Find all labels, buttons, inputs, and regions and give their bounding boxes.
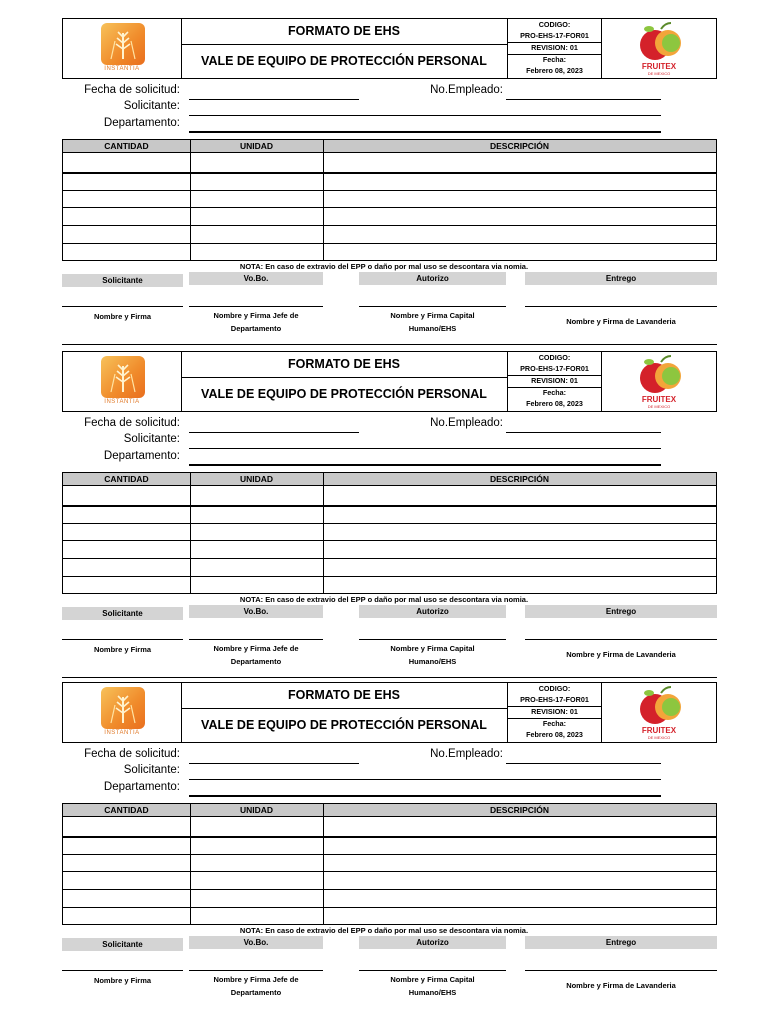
- table-row[interactable]: [63, 540, 716, 541]
- solicitante-label: Solicitante:: [123, 764, 180, 776]
- header-titles: [181, 19, 507, 78]
- table-row[interactable]: [63, 836, 716, 838]
- caption-vobo-line2: Departamento: [230, 988, 282, 997]
- table-row[interactable]: [63, 172, 716, 174]
- caption-vobo-line1: Nombre y Firma Jefe de: [213, 975, 299, 984]
- revision-value: REVISION: 01: [508, 707, 601, 719]
- solicitante-label: Solicitante:: [123, 433, 180, 445]
- form-header: [62, 351, 717, 412]
- fecha-solicitud-line[interactable]: [189, 432, 359, 433]
- revision-value: REVISION: 01: [508, 376, 601, 388]
- caption-solicitante: Nombre y Firma: [93, 645, 152, 654]
- codigo-value: PRO-EHS-17-FOR01: [508, 695, 601, 707]
- fruitex-brand-text: FRUITEX: [641, 726, 677, 735]
- nota-text: NOTA: En caso de extravio del EPP o daño por mal uso se descontara via nomia.: [239, 595, 529, 604]
- codigo-label: CODIGO:: [538, 353, 571, 362]
- table-row[interactable]: [63, 576, 716, 577]
- instantia-logo: [63, 683, 182, 742]
- signature-box-entrego: Entrego: [525, 272, 717, 285]
- fruitex-logo: [601, 352, 717, 411]
- fecha-solicitud-label: Fecha de solicitud:: [84, 84, 180, 96]
- signature-line-entrego[interactable]: [525, 639, 717, 640]
- departamento-line[interactable]: [189, 464, 661, 466]
- fecha-value: Febrero 08, 2023: [526, 730, 583, 739]
- caption-entrego: Nombre y Firma de Lavanderia: [566, 650, 676, 659]
- signature-box-vobo: Vo.Bo.: [189, 936, 323, 949]
- instantia-brand-text: INSTANTIA: [104, 66, 140, 72]
- header-titles: [181, 683, 507, 742]
- caption-autorizo-line1: Nombre y Firma Capital: [390, 975, 475, 984]
- no-empleado-label: No.Empleado:: [430, 748, 503, 760]
- epp-items-table: [62, 472, 717, 594]
- signature-line-entrego[interactable]: [525, 970, 717, 971]
- fruitex-logo: [601, 19, 717, 78]
- no-empleado-label: No.Empleado:: [430, 417, 503, 429]
- table-row[interactable]: [63, 854, 716, 855]
- solicitante-line[interactable]: [189, 448, 661, 449]
- fecha-solicitud-line[interactable]: [189, 99, 359, 100]
- signature-line-autorizo[interactable]: [359, 639, 506, 640]
- caption-autorizo-line1: Nombre y Firma Capital: [390, 644, 475, 653]
- nota-text: NOTA: En caso de extravio del EPP o daño por mal uso se descontara via nomia.: [239, 926, 529, 935]
- col-header-descripcion: DESCRIPCIÓN: [323, 473, 716, 486]
- signature-line-vobo[interactable]: [189, 306, 323, 307]
- solicitante-line[interactable]: [189, 779, 661, 780]
- instantia-logo: [63, 352, 182, 411]
- epp-items-table: [62, 803, 717, 925]
- codigo-value: PRO-EHS-17-FOR01: [508, 364, 601, 376]
- solicitante-label: Solicitante:: [123, 100, 180, 112]
- signature-box-autorizo: Autorizo: [359, 605, 506, 618]
- fecha-value: Febrero 08, 2023: [526, 66, 583, 75]
- caption-vobo-line2: Departamento: [230, 324, 282, 333]
- signature-line-solicitante[interactable]: [62, 306, 183, 307]
- table-row[interactable]: [63, 243, 716, 244]
- signature-line-entrego[interactable]: [525, 306, 717, 307]
- form-subtitle: VALE DE EQUIPO DE PROTECCIÓN PERSONAL: [201, 718, 487, 732]
- signature-box-entrego: Entrego: [525, 936, 717, 949]
- fecha-solicitud-line[interactable]: [189, 763, 359, 764]
- epp-items-table: [62, 139, 717, 261]
- fecha-label: Fecha:: [542, 55, 567, 64]
- codigo-value: PRO-EHS-17-FOR01: [508, 31, 601, 43]
- caption-entrego: Nombre y Firma de Lavanderia: [566, 981, 676, 990]
- caption-autorizo-line2: Humano/EHS: [408, 657, 457, 666]
- instantia-logo: [63, 19, 182, 78]
- col-header-cantidad: CANTIDAD: [63, 473, 190, 486]
- caption-autorizo-line1: Nombre y Firma Capital: [390, 311, 475, 320]
- signature-box-vobo: Vo.Bo.: [189, 605, 323, 618]
- col-header-descripcion: DESCRIPCIÓN: [323, 804, 716, 817]
- no-empleado-label: No.Empleado:: [430, 84, 503, 96]
- caption-solicitante: Nombre y Firma: [93, 312, 152, 321]
- table-row[interactable]: [63, 207, 716, 208]
- ehs-form-copy-1: [0, 0, 768, 332]
- fecha-value: Febrero 08, 2023: [526, 399, 583, 408]
- departamento-label: Departamento:: [103, 450, 180, 462]
- signature-box-vobo: Vo.Bo.: [189, 272, 323, 285]
- col-header-unidad: UNIDAD: [190, 473, 323, 486]
- departamento-label: Departamento:: [103, 781, 180, 793]
- fruitex-brand-subtext: DE MEXICO: [647, 735, 671, 740]
- signature-box-autorizo: Autorizo: [359, 272, 506, 285]
- caption-solicitante: Nombre y Firma: [93, 976, 152, 985]
- codigo-label: CODIGO:: [538, 20, 571, 29]
- form-subtitle: VALE DE EQUIPO DE PROTECCIÓN PERSONAL: [201, 387, 487, 401]
- ehs-form-copy-3: [0, 664, 768, 996]
- form-subtitle: VALE DE EQUIPO DE PROTECCIÓN PERSONAL: [201, 54, 487, 68]
- document-control-block: [507, 352, 602, 411]
- table-row[interactable]: [63, 871, 716, 872]
- table-row[interactable]: [63, 558, 716, 559]
- codigo-label: CODIGO:: [538, 684, 571, 693]
- header-titles: [181, 352, 507, 411]
- signature-line-autorizo[interactable]: [359, 306, 506, 307]
- departamento-line[interactable]: [189, 795, 661, 797]
- table-row[interactable]: [63, 505, 716, 507]
- fecha-label: Fecha:: [542, 719, 567, 728]
- no-empleado-line[interactable]: [506, 763, 661, 764]
- signature-line-solicitante[interactable]: [62, 639, 183, 640]
- col-header-unidad: UNIDAD: [190, 140, 323, 153]
- caption-vobo-line2: Departamento: [230, 657, 282, 666]
- form-title: FORMATO DE EHS: [181, 352, 507, 378]
- signature-line-autorizo[interactable]: [359, 970, 506, 971]
- form-header: [62, 682, 717, 743]
- col-header-cantidad: CANTIDAD: [63, 140, 190, 153]
- fruitex-brand-subtext: DE MEXICO: [647, 404, 671, 409]
- signature-box-solicitante: Solicitante: [62, 938, 183, 951]
- fruitex-brand-subtext: DE MEXICO: [647, 71, 671, 76]
- table-row[interactable]: [63, 190, 716, 191]
- departamento-line[interactable]: [189, 131, 661, 133]
- form-title: FORMATO DE EHS: [181, 19, 507, 45]
- signature-box-entrego: Entrego: [525, 605, 717, 618]
- signature-box-solicitante: Solicitante: [62, 607, 183, 620]
- nota-text: NOTA: En caso de extravio del EPP o daño por mal uso se descontara via nomia.: [239, 262, 529, 271]
- table-row[interactable]: [63, 907, 716, 908]
- caption-entrego: Nombre y Firma de Lavanderia: [566, 317, 676, 326]
- fruitex-logo: [601, 683, 717, 742]
- fecha-label: Fecha:: [542, 388, 567, 397]
- table-row[interactable]: [63, 523, 716, 524]
- document-control-block: [507, 683, 602, 742]
- instantia-brand-text: INSTANTIA: [104, 730, 140, 736]
- caption-autorizo-line2: Humano/EHS: [408, 988, 457, 997]
- col-header-descripcion: DESCRIPCIÓN: [323, 140, 716, 153]
- caption-vobo-line1: Nombre y Firma Jefe de: [213, 644, 299, 653]
- instantia-brand-text: INSTANTIA: [104, 399, 140, 405]
- ehs-form-copy-2: [0, 333, 768, 665]
- fruitex-brand-text: FRUITEX: [641, 62, 677, 71]
- signature-box-solicitante: Solicitante: [62, 274, 183, 287]
- table-row[interactable]: [63, 889, 716, 890]
- fruitex-brand-text: FRUITEX: [641, 395, 677, 404]
- form-title: FORMATO DE EHS: [181, 683, 507, 709]
- caption-vobo-line1: Nombre y Firma Jefe de: [213, 311, 299, 320]
- no-empleado-line[interactable]: [506, 99, 661, 100]
- solicitante-line[interactable]: [189, 115, 661, 116]
- table-row[interactable]: [63, 225, 716, 226]
- signature-line-vobo[interactable]: [189, 970, 323, 971]
- signature-box-autorizo: Autorizo: [359, 936, 506, 949]
- caption-autorizo-line2: Humano/EHS: [408, 324, 457, 333]
- departamento-label: Departamento:: [103, 117, 180, 129]
- fecha-solicitud-label: Fecha de solicitud:: [84, 417, 180, 429]
- col-header-cantidad: CANTIDAD: [63, 804, 190, 817]
- signature-line-vobo[interactable]: [189, 639, 323, 640]
- col-header-unidad: UNIDAD: [190, 804, 323, 817]
- revision-value: REVISION: 01: [508, 43, 601, 55]
- signature-line-solicitante[interactable]: [62, 970, 183, 971]
- fecha-solicitud-label: Fecha de solicitud:: [84, 748, 180, 760]
- document-control-block: [507, 19, 602, 78]
- no-empleado-line[interactable]: [506, 432, 661, 433]
- form-header: [62, 18, 717, 79]
